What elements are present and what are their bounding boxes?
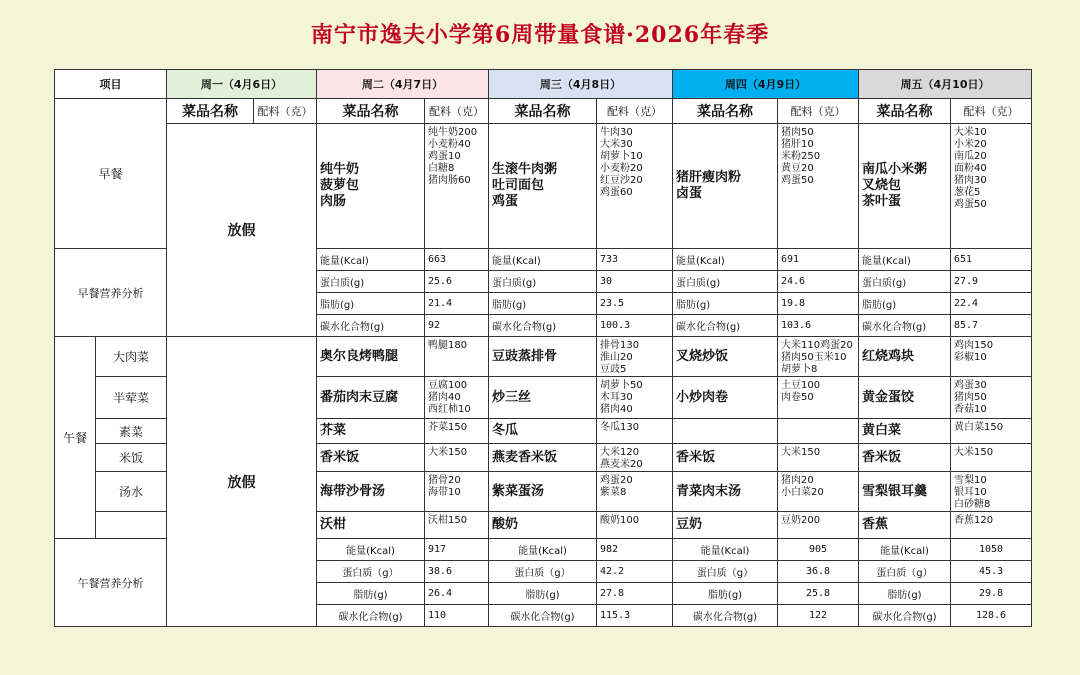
header-row [55, 70, 1032, 99]
nutrition-value: 26.4 [425, 583, 489, 605]
nutrition-label: 蛋白质(g) [489, 271, 597, 293]
nutrition-label: 脂肪(g) [317, 583, 425, 605]
lunch-dish: 沃柑 [317, 512, 425, 539]
lunch-ingredients: 鸡肉150 彩椒10 [951, 337, 1032, 377]
lunch-ingredients: 大米150 [425, 444, 489, 472]
lunch-dish: 奥尔良烤鸭腿 [317, 337, 425, 377]
lunch-category [96, 512, 167, 539]
nutrition-value: 42.2 [597, 561, 673, 583]
lunch-ingredients: 黄白菜150 [951, 419, 1032, 444]
lunch-ingredients: 酸奶100 [597, 512, 673, 539]
lunch-ingredients: 冬瓜130 [597, 419, 673, 444]
lunch-dish: 香米饭 [859, 444, 951, 472]
lunch-ingredients: 芥菜150 [425, 419, 489, 444]
lunch-dish [673, 419, 778, 444]
lunch-dish: 燕麦香米饭 [489, 444, 597, 472]
lunch-dish: 芥菜 [317, 419, 425, 444]
lunch-ingredients: 大米150 [778, 444, 859, 472]
nutrition-value: 45.3 [951, 561, 1032, 583]
nutrition-label: 碳水化合物(g) [489, 605, 597, 627]
nutrition-label: 蛋白质(g) [673, 271, 778, 293]
lunch-ingredients: 胡萝卜50 木耳30 猪肉40 [597, 377, 673, 419]
nutrition-label: 脂肪(g) [489, 583, 597, 605]
nutrition-label: 蛋白质（g） [489, 561, 597, 583]
lunch-dish: 冬瓜 [489, 419, 597, 444]
breakfast-ingredients-wed: 牛肉30 大米30 胡萝卜10 小麦粉20 红豆沙20 鸡蛋60 [597, 124, 673, 249]
lunch-ingredients: 雪梨10 银耳10 白砂糖8 [951, 472, 1032, 512]
lunch-ingredients: 鸡蛋20 紫菜8 [597, 472, 673, 512]
nutrition-value: 905 [778, 539, 859, 561]
menu-table [54, 69, 1032, 627]
lunch-category: 半荤菜 [96, 377, 167, 419]
dish-name-header: 菜品名称 [489, 99, 597, 124]
nutrition-value: 19.8 [778, 293, 859, 315]
lunch-ingredients: 豆奶200 [778, 512, 859, 539]
nutrition-label: 能量(Kcal) [673, 539, 778, 561]
lunch-category: 米饭 [96, 444, 167, 472]
lunch-ingredients: 大米150 [951, 444, 1032, 472]
lunch-ingredients: 鸡蛋30 猪肉50 香菇10 [951, 377, 1032, 419]
nutrition-value: 110 [425, 605, 489, 627]
holiday-lunch: 放假 [167, 337, 317, 627]
lunch-dish: 小炒肉卷 [673, 377, 778, 419]
nutrition-value: 38.6 [425, 561, 489, 583]
lunch-ingredients: 大米110鸡蛋20 猪肉50玉米10 胡萝卜8 [778, 337, 859, 377]
lunch-label: 午餐 [55, 337, 96, 539]
breakfast-dishes-thu: 猪肝瘦肉粉 卤蛋 [673, 124, 778, 249]
nutrition-value: 30 [597, 271, 673, 293]
ingredients-header: 配料（克） [951, 99, 1032, 124]
nutrition-value: 1050 [951, 539, 1032, 561]
day-header-tue: 周二（4月7日） [317, 70, 489, 99]
nutrition-label: 碳水化合物(g) [317, 315, 425, 337]
nutrition-value: 103.6 [778, 315, 859, 337]
nutrition-value: 24.6 [778, 271, 859, 293]
nutrition-label: 碳水化合物(g) [859, 315, 951, 337]
page-title: 南宁市逸夫小学第6周带量食谱·2026年春季 [310, 22, 770, 48]
lunch-dish: 雪梨银耳羹 [859, 472, 951, 512]
day-header-mon: 周一（4月6日） [167, 70, 317, 99]
nutrition-label: 蛋白质(g) [317, 271, 425, 293]
nutrition-value: 100.3 [597, 315, 673, 337]
nutrition-value: 128.6 [951, 605, 1032, 627]
lunch-dish: 番茄肉末豆腐 [317, 377, 425, 419]
nutrition-label: 脂肪(g) [673, 583, 778, 605]
lunch-dish: 海带沙骨汤 [317, 472, 425, 512]
subheader-row [55, 99, 1032, 124]
nutrition-label: 能量(Kcal) [859, 539, 951, 561]
lunch-dish: 黄白菜 [859, 419, 951, 444]
nutrition-label: 蛋白质(g) [859, 271, 951, 293]
nutrition-value: 917 [425, 539, 489, 561]
nutrition-value: 25.8 [778, 583, 859, 605]
lunch-dish: 炒三丝 [489, 377, 597, 419]
nutrition-value: 92 [425, 315, 489, 337]
day-header-wed: 周三（4月8日） [489, 70, 673, 99]
nutrition-label: 能量(Kcal) [317, 249, 425, 271]
nutrition-value: 663 [425, 249, 489, 271]
nutrition-value: 25.6 [425, 271, 489, 293]
nutrition-label: 能量(Kcal) [673, 249, 778, 271]
nutrition-label: 碳水化合物(g) [673, 605, 778, 627]
lunch-row-meat [55, 337, 1032, 377]
nutrition-label: 脂肪(g) [489, 293, 597, 315]
lunch-ingredients: 香蕉120 [951, 512, 1032, 539]
nutrition-label: 脂肪(g) [317, 293, 425, 315]
nutrition-label: 能量(Kcal) [489, 249, 597, 271]
nutrition-label: 碳水化合物(g) [859, 605, 951, 627]
nutrition-value: 23.5 [597, 293, 673, 315]
lunch-ingredients: 鸭腿180 [425, 337, 489, 377]
lunch-ingredients: 大米120 燕麦米20 [597, 444, 673, 472]
lunch-ingredients: 土豆100 肉卷50 [778, 377, 859, 419]
dish-name-header: 菜品名称 [317, 99, 425, 124]
nutrition-label: 蛋白质（g） [859, 561, 951, 583]
day-header-thu: 周四（4月9日） [673, 70, 859, 99]
lunch-category: 汤水 [96, 472, 167, 512]
nutrition-label: 能量(Kcal) [317, 539, 425, 561]
lunch-dish: 豆奶 [673, 512, 778, 539]
ingredients-header: 配料（克） [597, 99, 673, 124]
nutrition-label: 能量(Kcal) [489, 539, 597, 561]
nutrition-value: 651 [951, 249, 1032, 271]
nutrition-label: 能量(Kcal) [859, 249, 951, 271]
breakfast-row [55, 124, 1032, 249]
breakfast-ingredients-tue: 纯牛奶200 小麦粉40 鸡蛋10 白糖8 猪肉肠60 [425, 124, 489, 249]
lunch-category: 素菜 [96, 419, 167, 444]
nutrition-value: 691 [778, 249, 859, 271]
lunch-ingredients: 猪骨20 海带10 [425, 472, 489, 512]
dish-name-header: 菜品名称 [167, 99, 254, 124]
dish-name-header: 菜品名称 [673, 99, 778, 124]
nutrition-value: 36.8 [778, 561, 859, 583]
lunch-dish: 香米饭 [317, 444, 425, 472]
nutrition-label: 碳水化合物(g) [317, 605, 425, 627]
lunch-dish: 香米饭 [673, 444, 778, 472]
lunch-dish: 酸奶 [489, 512, 597, 539]
breakfast-dishes-fri: 南瓜小米粥 叉烧包 茶叶蛋 [859, 124, 951, 249]
dish-name-header: 菜品名称 [859, 99, 951, 124]
nutrition-label: 脂肪(g) [859, 583, 951, 605]
breakfast-analysis-label: 早餐营养分析 [55, 249, 167, 337]
nutrition-label: 脂肪(g) [859, 293, 951, 315]
breakfast-dishes-wed: 生滚牛肉粥 吐司面包 鸡蛋 [489, 124, 597, 249]
lunch-dish: 黄金蛋饺 [859, 377, 951, 419]
lunch-ingredients: 豆腐100 猪肉40 西红柿10 [425, 377, 489, 419]
nutrition-value: 982 [597, 539, 673, 561]
breakfast-dishes-tue: 纯牛奶 菠萝包 肉肠 [317, 124, 425, 249]
lunch-dish: 红烧鸡块 [859, 337, 951, 377]
nutrition-label: 蛋白质（g） [317, 561, 425, 583]
holiday-breakfast: 放假 [167, 124, 317, 337]
day-header-fri: 周五（4月10日） [859, 70, 1032, 99]
ingredients-header: 配料（克） [425, 99, 489, 124]
item-header: 项目 [55, 70, 167, 99]
breakfast-ingredients-fri: 大米10 小米20 南瓜20 面粉40 猪肉30 葱花5 鸡蛋50 [951, 124, 1032, 249]
nutrition-value: 122 [778, 605, 859, 627]
lunch-dish: 香蕉 [859, 512, 951, 539]
lunch-ingredients: 沃柑150 [425, 512, 489, 539]
lunch-category: 大肉菜 [96, 337, 167, 377]
nutrition-value: 27.8 [597, 583, 673, 605]
nutrition-value: 27.9 [951, 271, 1032, 293]
lunch-ingredients: 猪肉20 小白菜20 [778, 472, 859, 512]
ingredients-header: 配料（克） [254, 99, 317, 124]
nutrition-value: 85.7 [951, 315, 1032, 337]
nutrition-label: 蛋白质（g） [673, 561, 778, 583]
lunch-dish: 紫菜蛋汤 [489, 472, 597, 512]
nutrition-label: 碳水化合物(g) [489, 315, 597, 337]
nutrition-value: 733 [597, 249, 673, 271]
nutrition-value: 22.4 [951, 293, 1032, 315]
lunch-dish: 叉烧炒饭 [673, 337, 778, 377]
lunch-dish: 豆豉蒸排骨 [489, 337, 597, 377]
nutrition-label: 碳水化合物(g) [673, 315, 778, 337]
lunch-analysis-label: 午餐营养分析 [55, 539, 167, 627]
nutrition-label: 脂肪(g) [673, 293, 778, 315]
breakfast-ingredients-thu: 猪肉50 猪肝10 米粉250 黄豆20 鸡蛋50 [778, 124, 859, 249]
nutrition-value: 21.4 [425, 293, 489, 315]
lunch-ingredients [778, 419, 859, 444]
nutrition-value: 115.3 [597, 605, 673, 627]
breakfast-label: 早餐 [55, 99, 167, 249]
ingredients-header: 配料（克） [778, 99, 859, 124]
lunch-dish: 青菜肉末汤 [673, 472, 778, 512]
lunch-ingredients: 排骨130 淮山20 豆豉5 [597, 337, 673, 377]
nutrition-value: 29.8 [951, 583, 1032, 605]
